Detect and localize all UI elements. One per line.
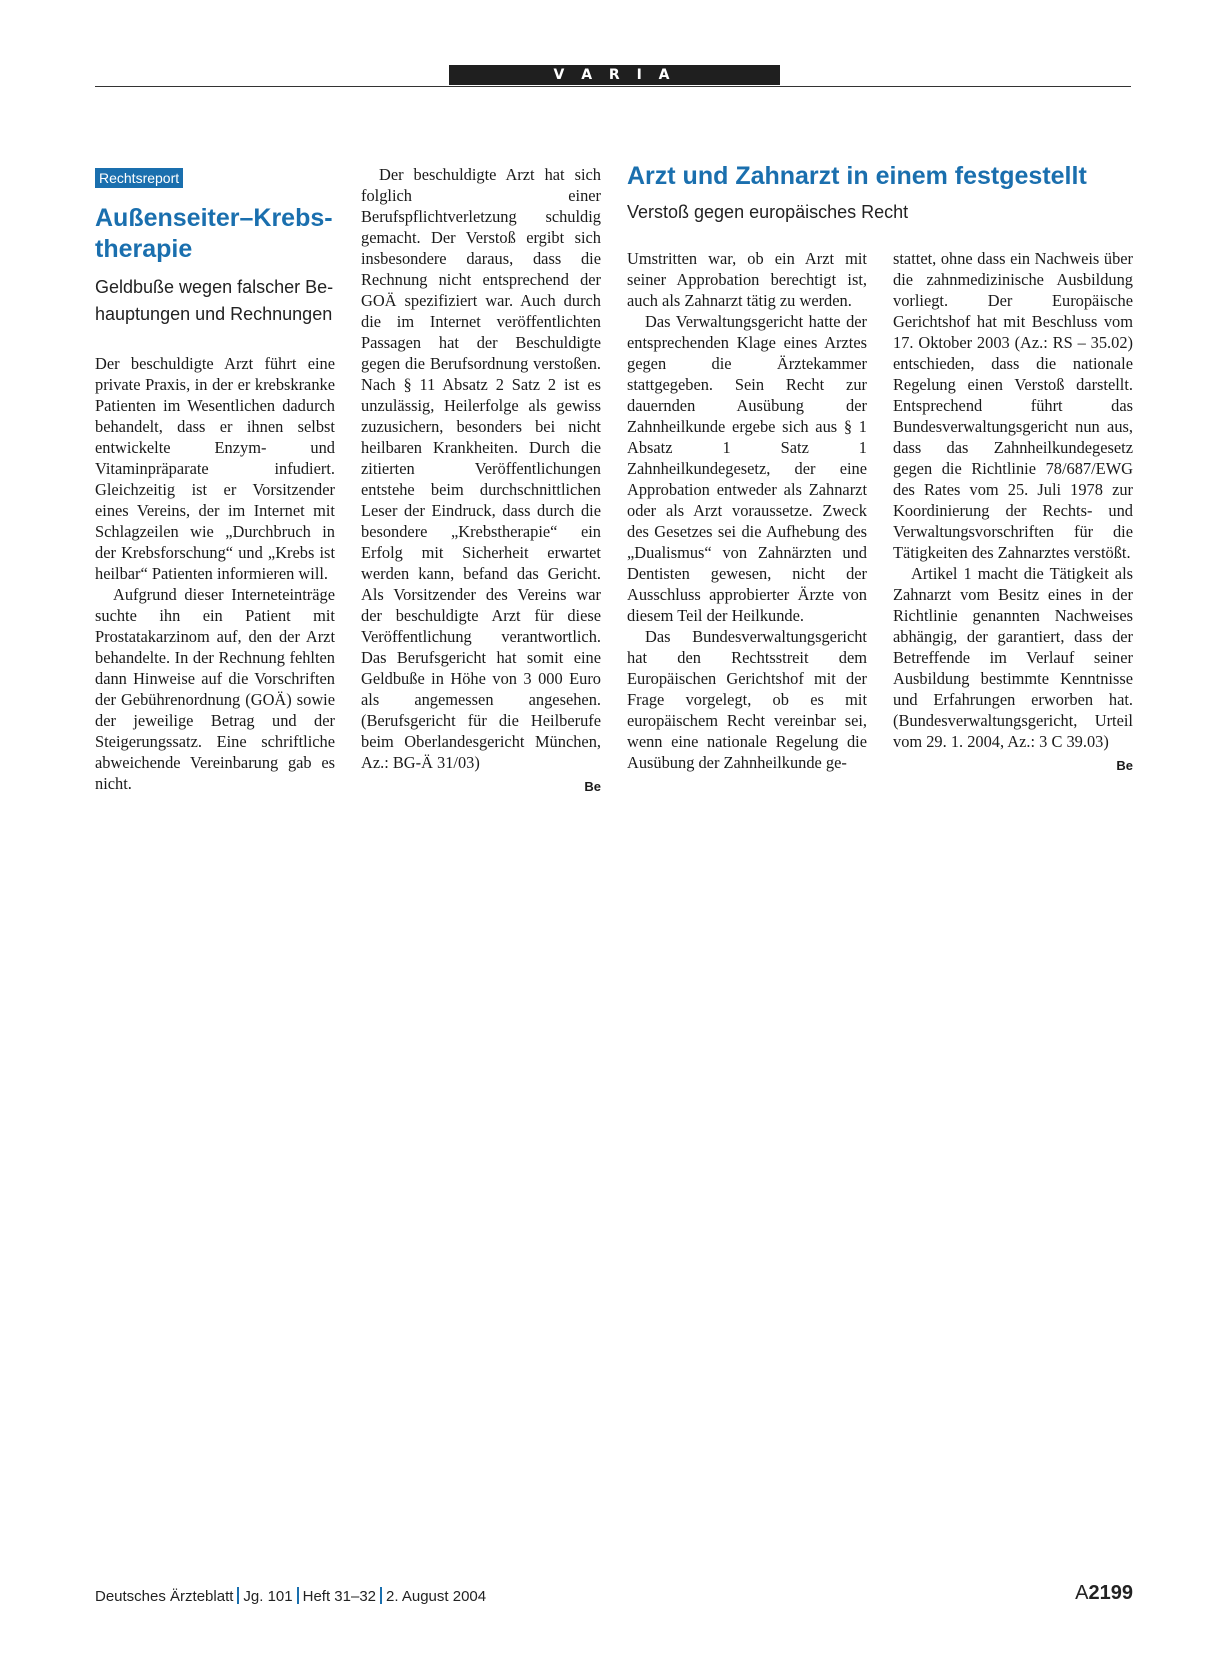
page-prefix: A (1075, 1582, 1089, 1604)
paragraph: Artikel 1 macht die Tätigkeit als Zahnarzt vom Besitz eines in der Richtlinie genannten Nachweises abhängig, der garantiert, dass der Betreffende im Verlauf seiner Ausbildung bestimmte Kenntnisse und Erfahrungen erworben hat. (Bundesverwaltungsgericht, Urteil vom 29. 1. 2004, Az.: 3 C 39.03) (893, 564, 1133, 751)
page-number (1075, 1582, 1133, 1605)
rubric-label: Rechtsreport (95, 168, 183, 188)
left-article-title: Außenseiter–Krebs-therapie (95, 204, 333, 263)
left-article-subtitle: Geldbuße wegen falscher Be-hauptungen und Rechnungen (95, 277, 334, 324)
column-1 (95, 353, 335, 794)
paragraph: Der beschuldigte Arzt führt eine private Praxis, in der er krebskranke Patienten im Wesentlichen dadurch behandelt, dass er ihnen selbst entwickelte Enzym- und Vitaminpräparate infudiert. Gleichzeitig ist er Vorsitzender eines Vereins, der im Internet mit Schlagzeilen wie „Durchbruch in der Krebsforschung“ und „Krebs ist heilbar“ Patienten informieren will. (95, 354, 335, 583)
journal-name: Deutsches Ärzteblatt (95, 1588, 234, 1605)
footer-separator (237, 1587, 239, 1604)
right-article-subtitle: Verstoß gegen europäisches Recht (627, 202, 909, 222)
paragraph: Der beschuldigte Arzt hat sich folglich einer Berufspflichtverletzung schuldig gemacht. Der Verstoß ergibt sich insbesondere daraus, dass die Rechnung nicht entsprechend der GOÄ spezifiziert war. Auch durch die im Internet veröffentlichten Passagen hat der Beschuldigte gegen die Berufsordnung verstoßen. Nach § 11 Absatz 2 Satz 2 ist es unzulässig, Heilerfolge als gewiss zuzusichern, besonders bei nicht heilbaren Krankheiten. Durch die zitierten Veröffentlichungen entstehe beim durchschnittlichen Leser der Eindruck, dass durch die besondere „Krebstherapie“ ein Erfolg mit Sicherheit erwartet werden kann, befand das Gericht. Als Vorsitzender des Vereins war der beschuldigte Arzt für diese Veröffentlichung verantwortlich. Das Berufsgericht hat somit eine Geldbuße in Höhe von 3 000 Euro als angemessen angesehen. (Berufsgericht für die Heilberufe beim Oberlandesgericht München, Az.: BG-Ä 31/03) (361, 165, 601, 772)
column-3 (627, 248, 867, 773)
issue: Heft 31–32 (302, 1588, 377, 1605)
paragraph: Umstritten war, ob ein Arzt mit seiner Approbation berechtigt ist, auch als Zahnarzt tätig zu werden. (627, 249, 867, 310)
paragraph: Aufgrund dieser Interneteinträge suchte ihn ein Patient mit Prostatakarzinom auf, den der Arzt behandelte. In der Rechnung fehlten dann Hinweise auf die Vorschriften der Gebührenordnung (GOÄ) sowie der jeweilige Betrag und der Steigerungssatz. Eine schriftliche abweichende Vereinbarung gab es nicht. (95, 585, 335, 793)
author-signature: Be (584, 779, 601, 794)
volume: Jg. 101 (243, 1588, 293, 1605)
page-number-value: 2199 (1088, 1582, 1133, 1604)
paragraph: Das Verwaltungsgericht hatte der entsprechenden Klage eines Arztes gegen die Ärztekammer stattgegeben. Sein Recht zur dauernden Ausübung der Zahnheilkunde ergebe sich aus § 1 Absatz 1 Satz 1 Zahnheilkundegesetz, der eine Approbation entweder als Zahnarzt oder als Arzt voraussetze. Zweck des Gesetzes sei die Aufhebung des „Dualismus“ von Zahnärzten und Dentisten gewesen, nicht der Ausschluss approbierter Ärzte von diesem Teil der Heilkunde. (627, 312, 867, 625)
footer-separator (297, 1587, 299, 1604)
column-2 (361, 164, 601, 797)
header-rule (95, 86, 1131, 87)
author-signature: Be (1116, 758, 1133, 773)
issue-date: 2. August 2004 (386, 1588, 487, 1605)
footer (95, 1587, 486, 1605)
section-header: V A R I A (449, 65, 780, 85)
column-4 (893, 248, 1133, 776)
paragraph: Das Bundesverwaltungsgericht hat den Rechtsstreit dem Europäischen Gerichtshof mit der Frage vorgelegt, ob es mit europäischem Recht vereinbar sei, wenn eine nationale Regelung die Ausübung der Zahnheilkunde ge- (627, 627, 867, 772)
footer-separator (380, 1587, 382, 1604)
right-article-title: Arzt und Zahnarzt in einem festgestellt (627, 162, 1087, 190)
paragraph: stattet, ohne dass ein Nachweis über die zahnmedizinische Ausbildung vorliegt. Der Europäische Gerichtshof hat mit Beschluss vom 17. Oktober 2003 (Az.: RS – 35.02) entschieden, dass die nationale Regelung einen Verstoß darstellt. Entsprechend führt das Bundesverwaltungsgericht nun aus, dass das Zahnheilkundegesetz gegen die Richtlinie 78/687/EWG des Rates vom 25. Juli 1978 zur Koordinierung der Rechts- und Verwaltungsvorschriften für die Tätigkeiten des Zahnarztes verstößt. (893, 249, 1133, 562)
